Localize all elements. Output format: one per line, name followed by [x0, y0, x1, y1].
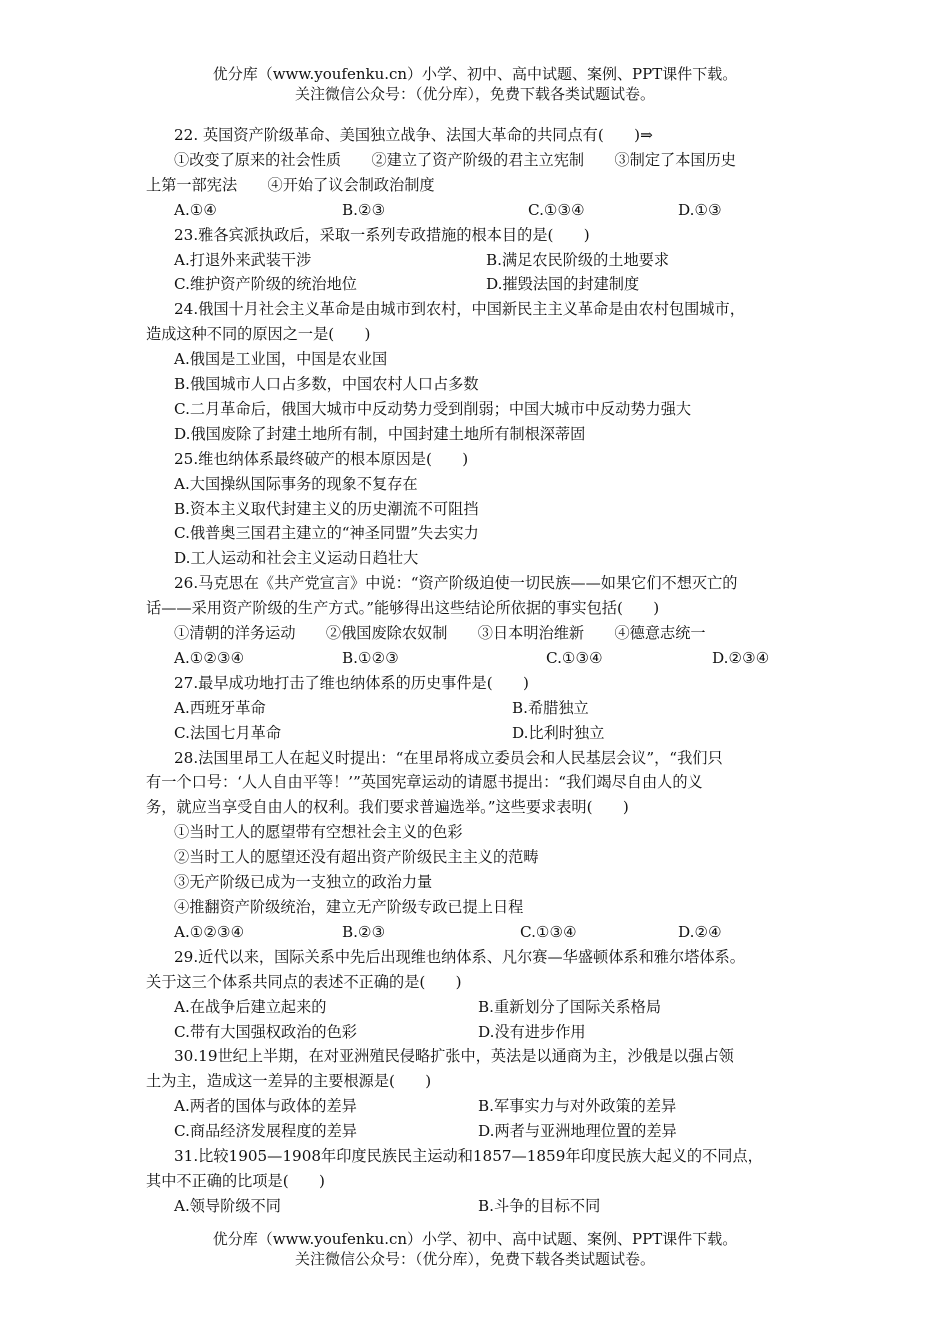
q22-option-a: A.①④ [174, 200, 218, 219]
footer-line-1: 优分库（www.youfenku.cn）小学、初中、高中试题、案例、PPT课件下载。 [212, 1230, 738, 1248]
q29-option-b: B.重新划分了国际关系格局 [478, 997, 662, 1016]
q28-item-3: ③无产阶级已成为一支独立的政治力量 [174, 873, 433, 892]
q31-option-b: B.斗争的目标不同 [478, 1196, 601, 1215]
q31-option-a: A.领导阶级不同 [174, 1196, 281, 1215]
q30-stem-line-1: 30.19世纪上半期，在对亚洲殖民侵略扩张中，英法是以通商为主，沙俄是以强占领 [174, 1047, 734, 1066]
q28-item-1: ①当时工人的愿望带有空想社会主义的色彩 [174, 823, 463, 842]
header-line-1: 优分库（www.youfenku.cn）小学、初中、高中试题、案例、PPT课件下载。 [212, 65, 738, 83]
q23-options-row-1 [146, 248, 810, 273]
q28-item-4: ④推翻资产阶级统治，建立无产阶级专政已提上日程 [174, 898, 524, 916]
q26-option-a: A.①②③④ [174, 648, 245, 667]
q28-stem-line-1: 28.法国里昂工人在起义时提出：“在里昂将成立委员会和人民基层会议”，“我们只 [174, 748, 723, 767]
q23-option-d: D.摧毁法国的封建制度 [486, 275, 640, 294]
q23-stem: 23.雅各宾派执政后，采取一系列专政措施的根本目的是( ) [174, 225, 590, 244]
q22-option-c: C.①③④ [528, 200, 585, 219]
q29-option-c: C.带有大国强权政治的色彩 [174, 1022, 357, 1041]
q30-option-b: B.军事实力与对外政策的差异 [478, 1097, 677, 1116]
q28-options [146, 920, 810, 945]
q31-stem-line-2: 其中不正确的比项是( ) [146, 1171, 325, 1190]
q28-stem-line-3: 务，就应当享受自由人的权利。我们要求普遍选举。”这些要求表明( ) [146, 798, 629, 817]
q28-item-2: ②当时工人的愿望还没有超出资产阶级民主主义的范畴 [174, 848, 539, 867]
q22-option-d: D.①③ [678, 200, 722, 219]
q27-option-a: A.西班牙革命 [174, 698, 266, 717]
q25-option-d: D.工人运动和社会主义运动日趋壮大 [174, 549, 419, 568]
q22-options [146, 198, 810, 223]
q27-option-b: B.希腊独立 [512, 698, 589, 717]
q28-option-b: B.②③ [342, 922, 386, 941]
q25-stem: 25.维也纳体系最终破产的根本原因是( ) [174, 449, 469, 468]
q26-options [146, 646, 810, 671]
q24-stem-line-1: 24.俄国十月社会主义革命是由城市到农村，中国新民主主义革命是由农村包围城市， [174, 300, 745, 319]
q29-option-d: D.没有进步作用 [478, 1022, 586, 1041]
header-line-2: 关注微信公众号：（优分库），免费下载各类试题试卷。 [294, 85, 655, 103]
footer-line-2: 关注微信公众号：（优分库），免费下载各类试题试卷。 [294, 1250, 655, 1268]
q23-options-row-2 [146, 272, 810, 297]
q30-option-a: A.两者的国体与政体的差异 [174, 1097, 357, 1116]
q26-items: ①清朝的洋务运动 ②俄国废除农奴制 ③日本明治维新 ④德意志统一 [174, 624, 706, 643]
q24-option-c: C.二月革命后，俄国大城市中反动势力受到削弱；中国大城市中反动势力强大 [174, 399, 692, 418]
q31-stem-line-1: 31.比较1905—1908年印度民族民主运动和1857—1859年印度民族大起义的不同点， [174, 1146, 763, 1165]
q22-option-b: B.②③ [342, 200, 386, 219]
q27-options-row-2 [146, 721, 810, 746]
q27-option-d: D.比利时独立 [512, 723, 605, 742]
q24-option-b: B.俄国城市人口占多数，中国农村人口占多数 [174, 375, 479, 394]
q23-option-c: C.维护资产阶级的统治地位 [174, 275, 357, 294]
q24-stem-line-2: 造成这种不同的原因之一是( ) [146, 325, 371, 344]
q29-options-row-2 [146, 1020, 810, 1045]
q28-stem-line-2: 有一个口号：‘人人自由平等！’”英国宪章运动的请愿书提出：“我们竭尽自由人的义 [146, 773, 703, 792]
q29-options-row-1 [146, 995, 810, 1020]
page-header [0, 64, 950, 104]
q26-option-c: C.①③④ [546, 648, 603, 667]
q25-option-a: A.大国操纵国际事务的现象不复存在 [174, 474, 418, 493]
q28-option-a: A.①②③④ [174, 922, 245, 941]
q25-option-b: B.资本主义取代封建主义的历史潮流不可阻挡 [174, 499, 479, 518]
q23-option-a: A.打退外来武装干涉 [174, 250, 312, 269]
q27-stem: 27.最早成功地打击了维也纳体系的历史事件是( ) [174, 673, 529, 692]
q26-stem-line-1: 26.马克思在《共产党宣言》中说：“资产阶级迫使一切民族——如果它们不想灭亡的 [174, 574, 738, 593]
q30-options-row-2 [146, 1119, 810, 1144]
q23-option-b: B.满足农民阶级的土地要求 [486, 250, 670, 269]
q28-option-d: D.②④ [678, 922, 722, 941]
question-content [146, 123, 810, 1219]
q26-option-d: D.②③④ [712, 648, 770, 667]
q30-stem-line-2: 土为主，造成这一差异的主要根源是( ) [146, 1072, 432, 1091]
q30-options-row-1 [146, 1094, 810, 1119]
q29-stem-line-1: 29.近代以来，国际关系中先后出现维也纳体系、凡尔赛—华盛顿体系和雅尔塔体系。 [174, 947, 745, 966]
page-footer [0, 1229, 950, 1269]
q30-option-c: C.商品经济发展程度的差异 [174, 1122, 357, 1141]
q22-stem: 22. 英国资产阶级革命、美国独立战争、法国大革命的共同点有( )⇒ [174, 126, 653, 144]
q26-option-b: B.①②③ [342, 648, 399, 667]
q22-items-line-1: ①改变了原来的社会性质 ②建立了资产阶级的君主立宪制 ③制定了本国历史 [174, 150, 736, 169]
q27-options-row-1 [146, 696, 810, 721]
q24-option-d: D.俄国废除了封建土地所有制，中国封建土地所有制根深蒂固 [174, 424, 586, 443]
q25-option-c: C.俄普奥三国君主建立的“神圣同盟”失去实力 [174, 524, 479, 543]
q29-option-a: A.在战争后建立起来的 [174, 997, 327, 1016]
q24-option-a: A.俄国是工业国，中国是农业国 [174, 350, 388, 369]
q26-stem-line-2: 话——采用资产阶级的生产方式。”能够得出这些结论所依据的事实包括( ) [146, 599, 660, 618]
q31-options-row-1 [146, 1194, 810, 1219]
q27-option-c: C.法国七月革命 [174, 723, 282, 742]
q22-items-line-2: 上第一部宪法 ④开始了议会制政治制度 [146, 175, 435, 194]
q28-option-c: C.①③④ [520, 922, 577, 941]
q29-stem-line-2: 关于这三个体系共同点的表述不正确的是( ) [146, 972, 462, 991]
q30-option-d: D.两者与亚洲地理位置的差异 [478, 1122, 677, 1141]
